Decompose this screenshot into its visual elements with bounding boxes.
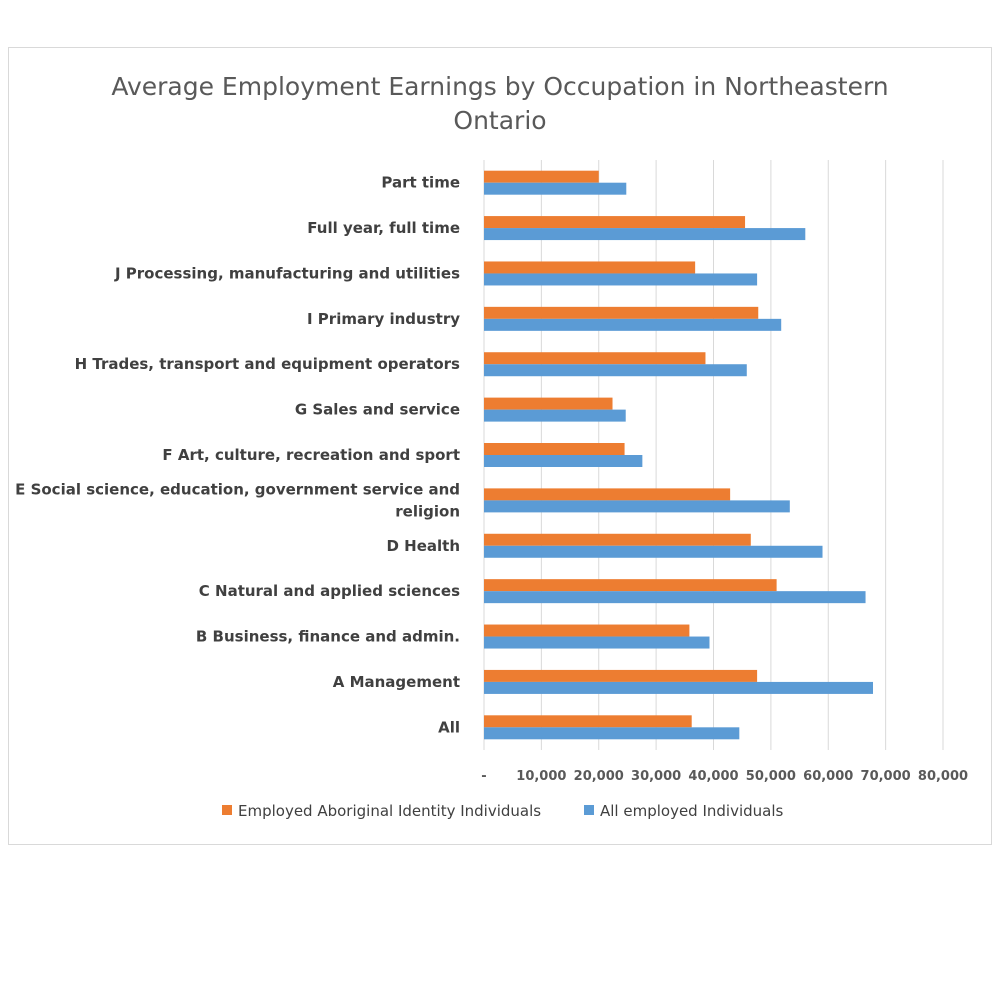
- x-tick-label: 20,000: [573, 769, 624, 784]
- x-tick-label: -: [481, 769, 487, 784]
- category-label: F Art, culture, recreation and sport: [162, 446, 460, 464]
- category-label: All: [438, 718, 460, 737]
- x-tick-label: 50,000: [745, 769, 796, 784]
- bar-all-employed: [484, 546, 823, 558]
- bar-aboriginal: [484, 715, 692, 727]
- legend-label: Employed Aboriginal Identity Individuals: [238, 802, 542, 820]
- category-label: B Business, finance and admin.: [195, 627, 460, 646]
- bar-all-employed: [484, 319, 781, 331]
- bar-all-employed: [484, 410, 626, 422]
- bar-all-employed: [484, 727, 739, 739]
- bar-all-employed: [484, 183, 626, 195]
- bar-aboriginal: [484, 443, 625, 455]
- x-tick-label: 80,000: [917, 769, 969, 784]
- legend-label: All employed Individuals: [600, 802, 784, 820]
- bar-all-employed: [484, 273, 757, 285]
- bar-aboriginal: [484, 625, 689, 637]
- legend-swatch: [584, 805, 594, 815]
- bar-aboriginal: [484, 534, 751, 546]
- bar-aboriginal: [484, 488, 730, 500]
- category-label: C Natural and applied sciences: [198, 582, 460, 601]
- x-tick-label: 70,000: [860, 769, 911, 784]
- category-label: J Processing, manufacturing and utilities: [114, 264, 460, 283]
- category-label: A Management: [332, 672, 460, 691]
- bar-all-employed: [484, 455, 642, 467]
- bar-all-employed: [484, 682, 873, 694]
- category-label: G Sales and service: [294, 400, 460, 419]
- bar-aboriginal: [484, 261, 695, 273]
- category-label: I Primary industry: [307, 309, 460, 328]
- legend-swatch: [222, 805, 232, 815]
- bar-aboriginal: [484, 352, 705, 364]
- category-label: E Social science, education, government service and: [15, 480, 460, 499]
- category-label: H Trades, transport and equipment operators: [74, 355, 460, 374]
- bar-aboriginal: [484, 670, 757, 682]
- bar-all-employed: [484, 637, 709, 649]
- bar-aboriginal: [484, 579, 777, 591]
- x-tick-label: 40,000: [688, 769, 739, 784]
- bar-all-employed: [484, 591, 866, 603]
- bar-all-employed: [484, 228, 805, 240]
- chart-title-line2: Ontario: [453, 106, 547, 135]
- x-tick-label: 60,000: [803, 769, 854, 784]
- bar-aboriginal: [484, 216, 745, 228]
- category-label: D Health: [386, 536, 460, 555]
- x-tick-label: 30,000: [631, 769, 682, 784]
- bar-aboriginal: [484, 307, 758, 319]
- bar-all-employed: [484, 364, 747, 376]
- category-label: Full year, full time: [307, 219, 460, 238]
- bar-aboriginal: [484, 398, 613, 410]
- bar-all-employed: [484, 500, 790, 512]
- x-tick-label: 10,000: [516, 769, 567, 784]
- bar-aboriginal: [484, 171, 599, 183]
- category-label: religion: [395, 502, 460, 521]
- category-label: Part time: [381, 173, 460, 192]
- chart-title-line1: Average Employment Earnings by Occupation in Northeastern: [111, 72, 889, 101]
